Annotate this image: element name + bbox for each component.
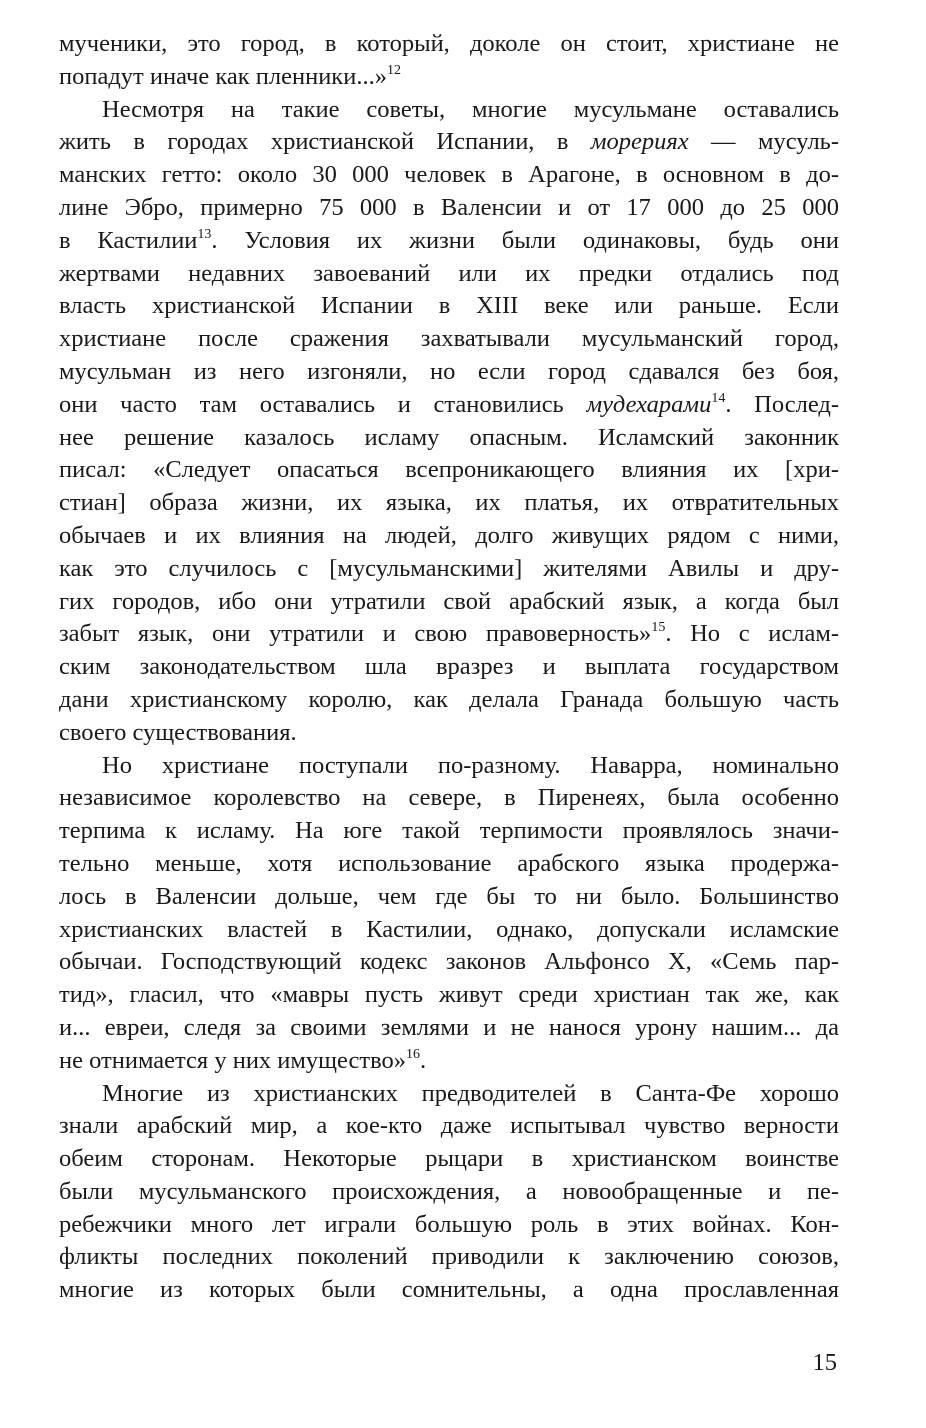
text-segment: обычаев и их влияния на людей, долго живущих рядом с ними, [59, 521, 839, 549]
text-segment: Несмотря на такие советы, многие мусульмане оставались [102, 95, 839, 123]
text-segment: попадут иначе как пленники...» [59, 62, 387, 90]
text-segment: . Условия их жизни были одинаковы, будь они [211, 226, 839, 254]
text-line [59, 290, 839, 323]
text-line [59, 1078, 839, 1111]
text-segment: тельно меньше, хотя использование арабского языка продержа- [59, 849, 839, 877]
text-segment: обеим сторонам. Некоторые рыцари в христианском воинстве [59, 1145, 839, 1173]
text-line [59, 914, 839, 947]
text-segment: как это случилось с [мусульманскими] жителями Авилы и дру- [59, 554, 839, 582]
text-segment: терпима к исламу. На юге такой терпимости проявлялось значи- [59, 817, 839, 845]
text-segment: мученики, это город, в который, доколе он стоит, христиане не [59, 30, 839, 57]
text-line [59, 61, 839, 94]
text-line [59, 356, 839, 389]
text-line [59, 225, 839, 258]
text-line [59, 684, 839, 717]
text-segment: . Но с ислам- [665, 620, 839, 648]
text-segment: писал: «Следует опасаться всепроникающего влияния их [хри- [59, 456, 839, 484]
text-segment: мусульман из него изгоняли, но если город сдавался без боя, [59, 357, 839, 385]
text-segment: тид», гласил, что «мавры пусть живут среди христиан так же, как [59, 981, 839, 1009]
text-line [59, 94, 839, 127]
text-line [59, 979, 839, 1012]
page-number: 15 [812, 1349, 837, 1376]
text-segment: гих городов, ибо они утратили свой арабский язык, а когда был [59, 587, 839, 615]
text-segment: христианских властей в Кастилии, однако, допускали исламские [59, 915, 839, 943]
text-line [59, 323, 839, 356]
text-line [59, 946, 839, 979]
text-line [59, 28, 839, 61]
text-segment: христиане после сражения захватывали мусульманский город, [59, 325, 839, 353]
text-segment: дани христианскому королю, как делала Гранада большую часть [59, 685, 839, 713]
text-line [59, 553, 839, 586]
text-line [59, 651, 839, 684]
text-segment: были мусульманского происхождения, а новообращенные и пе- [59, 1177, 839, 1205]
text-segment: манских гетто: около 30 000 человек в Арагоне, в основном в до- [59, 161, 839, 189]
text-line [59, 1012, 839, 1045]
text-line [59, 487, 839, 520]
text-line [59, 454, 839, 487]
text-line [59, 1209, 839, 1242]
italic-term: мудехарами [586, 390, 712, 418]
text-line [59, 815, 839, 848]
text-line [59, 1241, 839, 1274]
text-line [59, 1110, 839, 1143]
text-segment: лось в Валенсии дольше, чем где бы то ни было. Большинство [59, 882, 839, 910]
text-line [59, 1045, 839, 1078]
text-segment: . Послед- [725, 390, 839, 418]
text-segment: ским законодательством шла вразрез и выплата государством [59, 653, 839, 681]
text-line [59, 1176, 839, 1209]
text-segment: и... евреи, следя за своими землями и не нанося урону нашим... да [59, 1013, 839, 1041]
text-segment: Но христиане поступали по-разному. Наварра, номинально [102, 751, 839, 779]
text-segment: обычаи. Господствующий кодекс законов Альфонсо X, «Семь пар- [59, 948, 839, 976]
text-segment: своего существования. [59, 718, 297, 746]
text-line [59, 881, 839, 914]
text-segment: Многие из христианских предводителей в Санта-Фе хорошо [102, 1079, 839, 1107]
text-segment: . [420, 1046, 427, 1074]
text-segment: забыт язык, они утратили и свою правоверность» [59, 620, 652, 648]
body-text [59, 28, 839, 1307]
footnote-ref: 16 [406, 1046, 420, 1062]
italic-term: морериях [590, 128, 689, 156]
text-segment: нее решение казалось исламу опасным. Исламский законник [59, 423, 839, 451]
text-segment: власть христианской Испании в XIII веке или раньше. Если [59, 292, 839, 320]
text-segment: знали арабский мир, а кое-кто даже испытывал чувство верности [59, 1112, 839, 1140]
text-segment: жить в городах христианской Испании, в [59, 128, 591, 156]
text-segment: многие из которых были сомнительны, а одна прославленная [59, 1276, 839, 1304]
text-line [59, 258, 839, 291]
text-segment: они часто там оставались и становились [59, 390, 587, 418]
text-segment: лине Эбро, примерно 75 000 в Валенсии и от 17 000 до 25 000 [59, 193, 839, 221]
text-line [59, 192, 839, 225]
text-line [59, 848, 839, 881]
footnote-ref: 15 [651, 620, 666, 636]
footnote-ref: 14 [711, 390, 726, 406]
text-segment: независимое королевство на севере, в Пиренеях, была особенно [59, 784, 839, 812]
text-segment: в Кастилии [59, 226, 198, 254]
text-line [59, 586, 839, 619]
text-line [59, 782, 839, 815]
text-line [59, 750, 839, 783]
text-line [59, 422, 839, 455]
text-segment: ребежчики много лет играли большую роль в этих войнах. Кон- [59, 1210, 839, 1238]
text-segment: жертвами недавних завоеваний или их предки отдались под [59, 259, 839, 287]
footnote-ref: 13 [197, 226, 212, 242]
text-line [59, 717, 839, 750]
text-line [59, 618, 839, 651]
text-line [59, 1143, 839, 1176]
footnote-ref: 12 [386, 62, 401, 78]
text-line [59, 159, 839, 192]
text-segment: — мусуль- [688, 128, 839, 156]
text-line [59, 126, 839, 159]
text-line [59, 520, 839, 553]
text-segment: не отнимается у них имущество» [59, 1046, 406, 1074]
text-line [59, 389, 839, 422]
text-segment: фликты последних поколений приводили к заключению союзов, [59, 1243, 839, 1271]
text-line [59, 1274, 839, 1307]
text-segment: стиан] образа жизни, их языка, их платья, их отвратительных [59, 489, 839, 517]
